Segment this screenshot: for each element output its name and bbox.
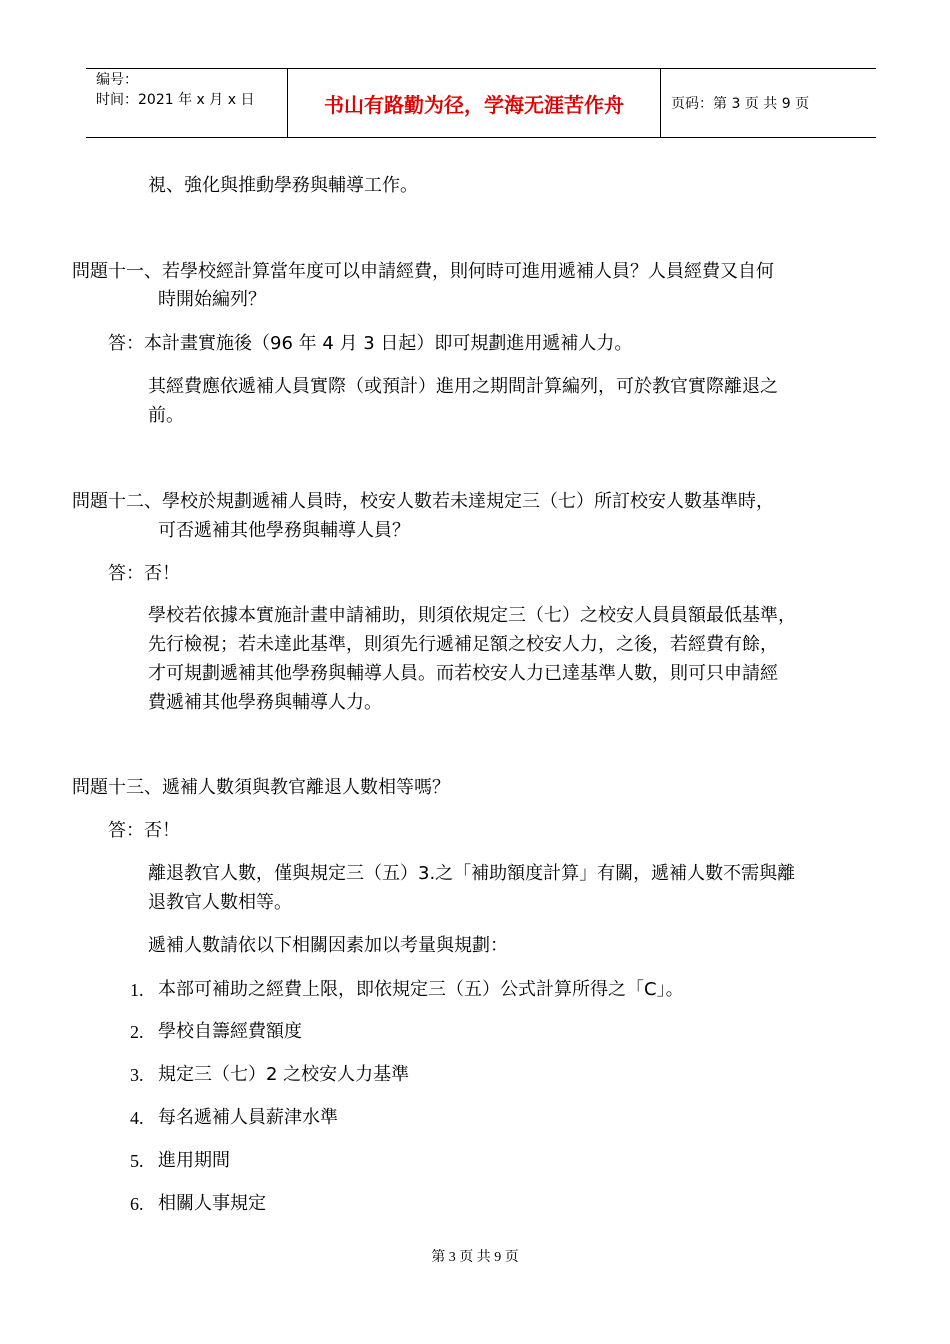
question-12-line1: 問題十二、學校於規劃遞補人員時，校安人數若未達規定三（七）所訂校安人數基準時，: [72, 491, 774, 512]
continuation-line: 視、強化與推動學務與輔導工作。: [148, 175, 418, 196]
list-item-text: 進用期間: [158, 1150, 230, 1171]
question-11-line2: 時開始編列？: [158, 289, 266, 310]
page-header: [86, 68, 876, 138]
answer-13-para-line2: 退教官人數相等。: [148, 892, 292, 913]
header-page-label: 页码：第 3 页 共 9 页: [671, 96, 810, 112]
question-13-line1: 問題十三、遞補人數須與教官離退人數相等嗎？: [72, 777, 450, 798]
list-item-text: 相關人事規定: [158, 1193, 266, 1214]
answer-12-para-line4: 費遞補其他學務與輔導人力。: [148, 692, 382, 713]
list-item-number: 2.: [130, 1022, 144, 1042]
list-item-text: 規定三（七）2 之校安人力基準: [158, 1064, 410, 1085]
header-motto-cell: [287, 69, 661, 137]
list-item-number: 4.: [130, 1108, 144, 1128]
answer-12: 答：否！: [108, 563, 180, 584]
answer-11-para-line2: 前。: [148, 405, 184, 426]
header-page-cell: [661, 69, 876, 137]
question-12-line2: 可否遞補其他學務與輔導人員？: [158, 520, 410, 541]
answer-11-para-line1: 其經費應依遞補人員實際（或預計）進用之期間計算編列，可於教官實際離退之: [148, 376, 778, 397]
answer-13-para-line3: 遞補人數請依以下相關因素加以考量與規劃：: [148, 935, 508, 956]
answer-13: 答：否！: [108, 820, 180, 841]
list-item-number: 1.: [130, 980, 144, 1000]
header-motto: 书山有路勤为径，学海无涯苦作舟: [324, 92, 624, 117]
answer-12-para-line2: 先行檢視；若未達此基準，則須先行遞補足額之校安人力，之後，若經費有餘，: [148, 634, 778, 655]
list-item-number: 3.: [130, 1065, 144, 1085]
answer-12-para-line1: 學校若依據本實施計畫申請補助，則須依規定三（七）之校安人員員額最低基準，: [148, 605, 796, 626]
question-11-line1: 問題十一、若學校經計算當年度可以申請經費，則何時可進用遞補人員？人員經費又自何: [72, 261, 774, 282]
answer-12-para-line3: 才可規劃遞補其他學務與輔導人員。而若校安人力已達基準人數，則可只申請經: [148, 663, 778, 684]
answer-13-para-line1: 離退教官人數，僅與規定三（五）3.之「補助額度計算」有關，遞補人數不需與離: [148, 863, 796, 884]
list-item-text: 學校自籌經費額度: [158, 1021, 302, 1042]
header-meta: [86, 69, 286, 137]
list-item-text: 本部可補助之經費上限，即依規定三（五）公式計算所得之「C」。: [158, 979, 684, 1000]
list-item-text: 每名遞補人員薪津水準: [158, 1107, 338, 1128]
list-item-number: 6.: [130, 1194, 144, 1214]
list-item-number: 5.: [130, 1151, 144, 1171]
page-footer: 第 3 页 共 9 页: [431, 1250, 519, 1265]
doc-number-label: 编号：: [96, 72, 138, 88]
doc-time-label: 时间：2021 年 x 月 x 日: [96, 92, 255, 108]
answer-11: 答：本計畫實施後（96 年 4 月 3 日起）即可規劃進用遞補人力。: [108, 333, 633, 354]
